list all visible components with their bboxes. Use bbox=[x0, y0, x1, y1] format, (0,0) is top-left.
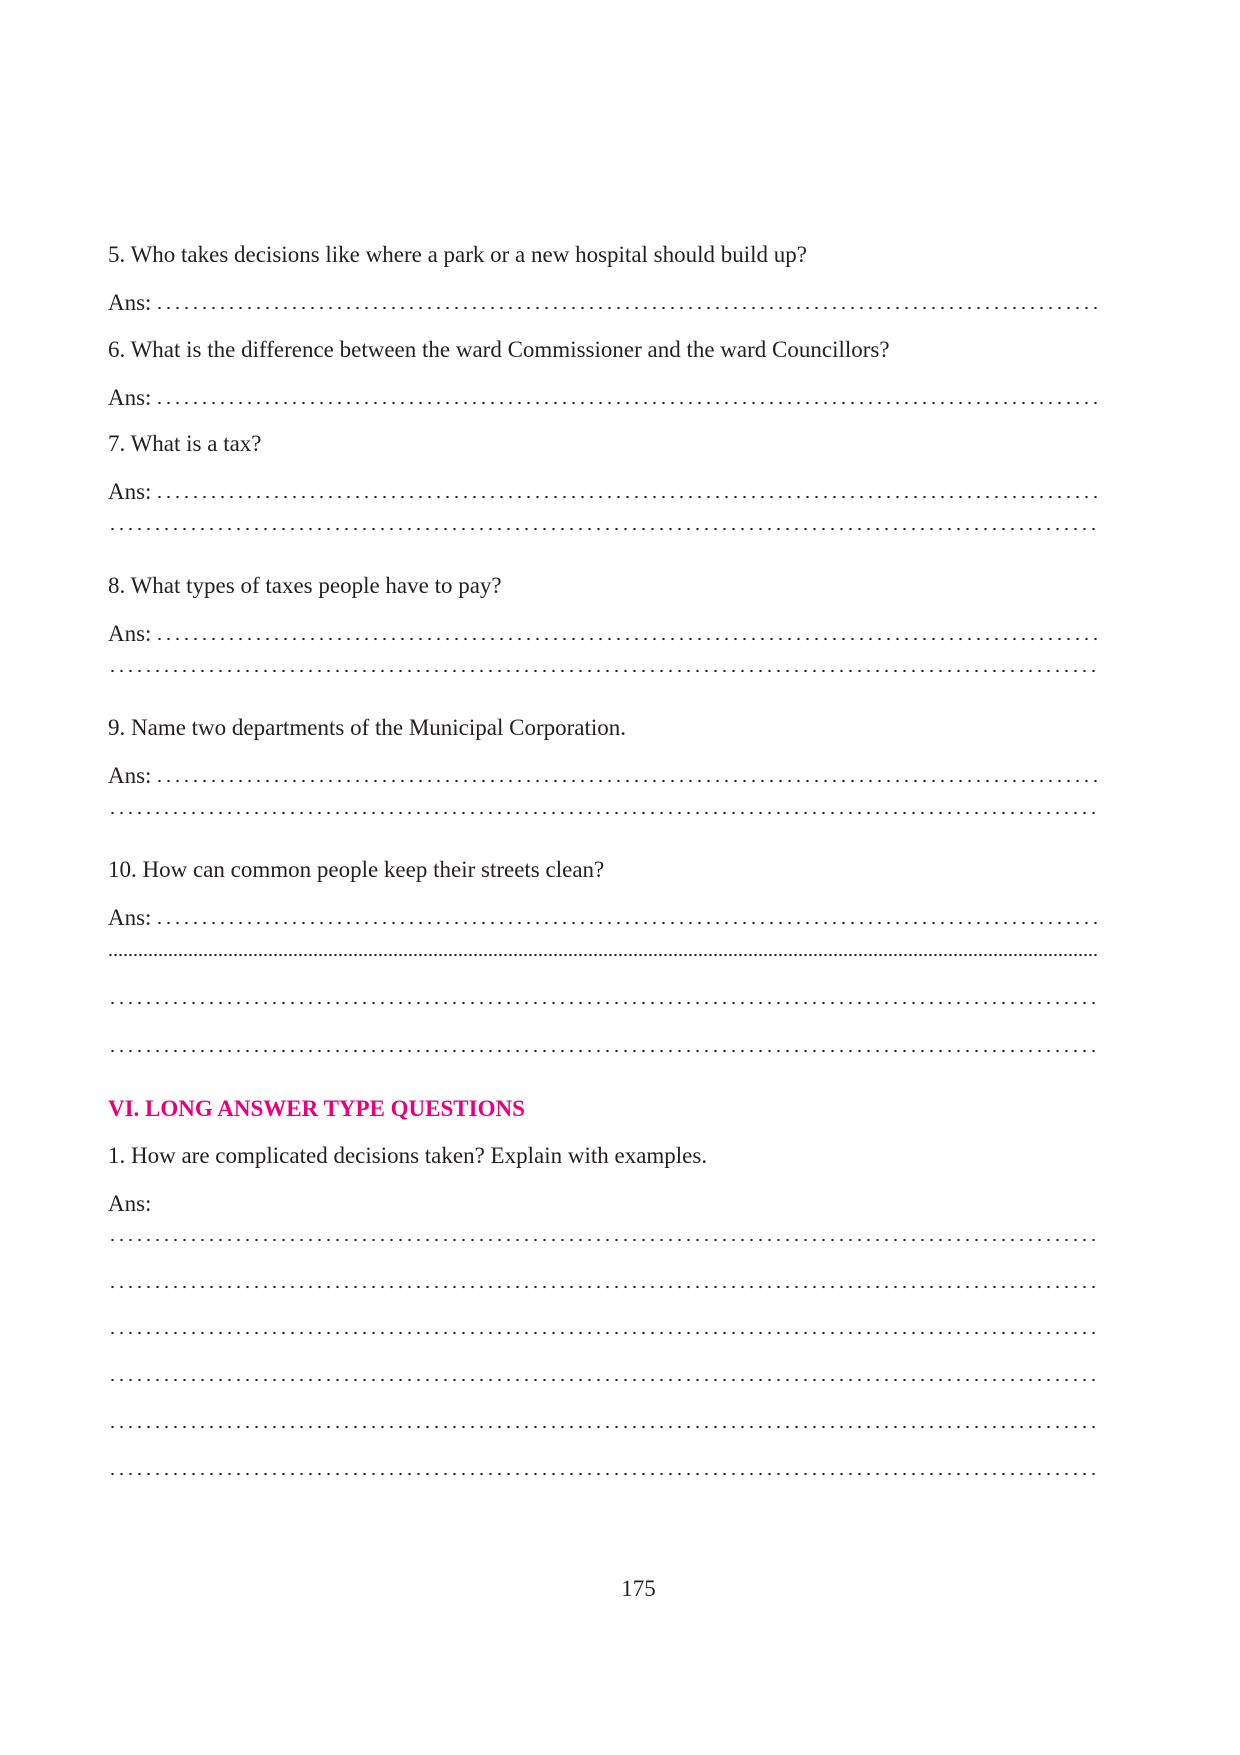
answer-label: Ans: bbox=[108, 621, 152, 646]
page-number: 175 bbox=[621, 1576, 656, 1601]
dotted-line bbox=[108, 952, 1098, 958]
answer-label: Ans: bbox=[108, 385, 152, 410]
dotted-line bbox=[108, 526, 1098, 532]
answer-line-8 bbox=[108, 619, 1098, 649]
long-answer-line-4 bbox=[108, 1377, 1098, 1390]
answer-label: Ans: bbox=[108, 290, 152, 315]
dotted-line bbox=[155, 636, 1098, 642]
dotted-line bbox=[108, 1237, 1098, 1243]
answer-label: Ans: bbox=[108, 763, 152, 788]
dotted-line bbox=[108, 1377, 1098, 1383]
long-answer-line-6 bbox=[108, 1471, 1098, 1484]
dotted-line bbox=[108, 1471, 1098, 1477]
answer-label: Ans: bbox=[108, 905, 152, 930]
dotted-line bbox=[155, 305, 1098, 311]
dotted-line bbox=[108, 1424, 1098, 1430]
answer-line-10b bbox=[108, 952, 1098, 965]
answer-line-10 bbox=[108, 903, 1098, 933]
answer-line-10c bbox=[108, 1000, 1098, 1013]
question-10: 10. How can common people keep their streets clean? bbox=[108, 857, 605, 882]
dotted-line bbox=[155, 778, 1098, 784]
question-6: 6. What is the difference between the ward Commissioner and the ward Councillors? bbox=[108, 337, 890, 362]
answer-line-10d bbox=[108, 1048, 1098, 1061]
dotted-line bbox=[108, 1000, 1098, 1006]
dotted-line bbox=[155, 920, 1098, 926]
question-5: 5. Who takes decisions like where a park or a new hospital should build up? bbox=[108, 242, 807, 267]
question-7: 7. What is a tax? bbox=[108, 431, 262, 456]
dotted-line bbox=[155, 400, 1098, 406]
answer-line-9 bbox=[108, 761, 1098, 791]
answer-label: Ans: bbox=[108, 1191, 152, 1216]
dotted-line bbox=[108, 1048, 1098, 1054]
long-answer-line-5 bbox=[108, 1424, 1098, 1437]
answer-line-8b bbox=[108, 668, 1098, 681]
dotted-line bbox=[108, 668, 1098, 674]
section-heading: VI. LONG ANSWER TYPE QUESTIONS bbox=[108, 1096, 525, 1121]
long-answer-line-2 bbox=[108, 1284, 1098, 1297]
long-answer-line-1 bbox=[108, 1237, 1098, 1250]
dotted-line bbox=[155, 494, 1098, 500]
answer-line-9b bbox=[108, 810, 1098, 823]
dotted-line bbox=[108, 1330, 1098, 1336]
long-answer-line-3 bbox=[108, 1330, 1098, 1343]
long-question-1: 1. How are complicated decisions taken? Explain with examples. bbox=[108, 1143, 708, 1168]
dotted-line bbox=[108, 1284, 1098, 1290]
answer-line-6 bbox=[108, 383, 1098, 413]
answer-line-7b bbox=[108, 526, 1098, 539]
dotted-line bbox=[108, 810, 1098, 816]
answer-line-5 bbox=[108, 288, 1098, 318]
answer-label: Ans: bbox=[108, 479, 152, 504]
question-9: 9. Name two departments of the Municipal Corporation. bbox=[108, 715, 627, 740]
question-8: 8. What types of taxes people have to pay? bbox=[108, 573, 502, 598]
answer-line-7 bbox=[108, 477, 1098, 507]
